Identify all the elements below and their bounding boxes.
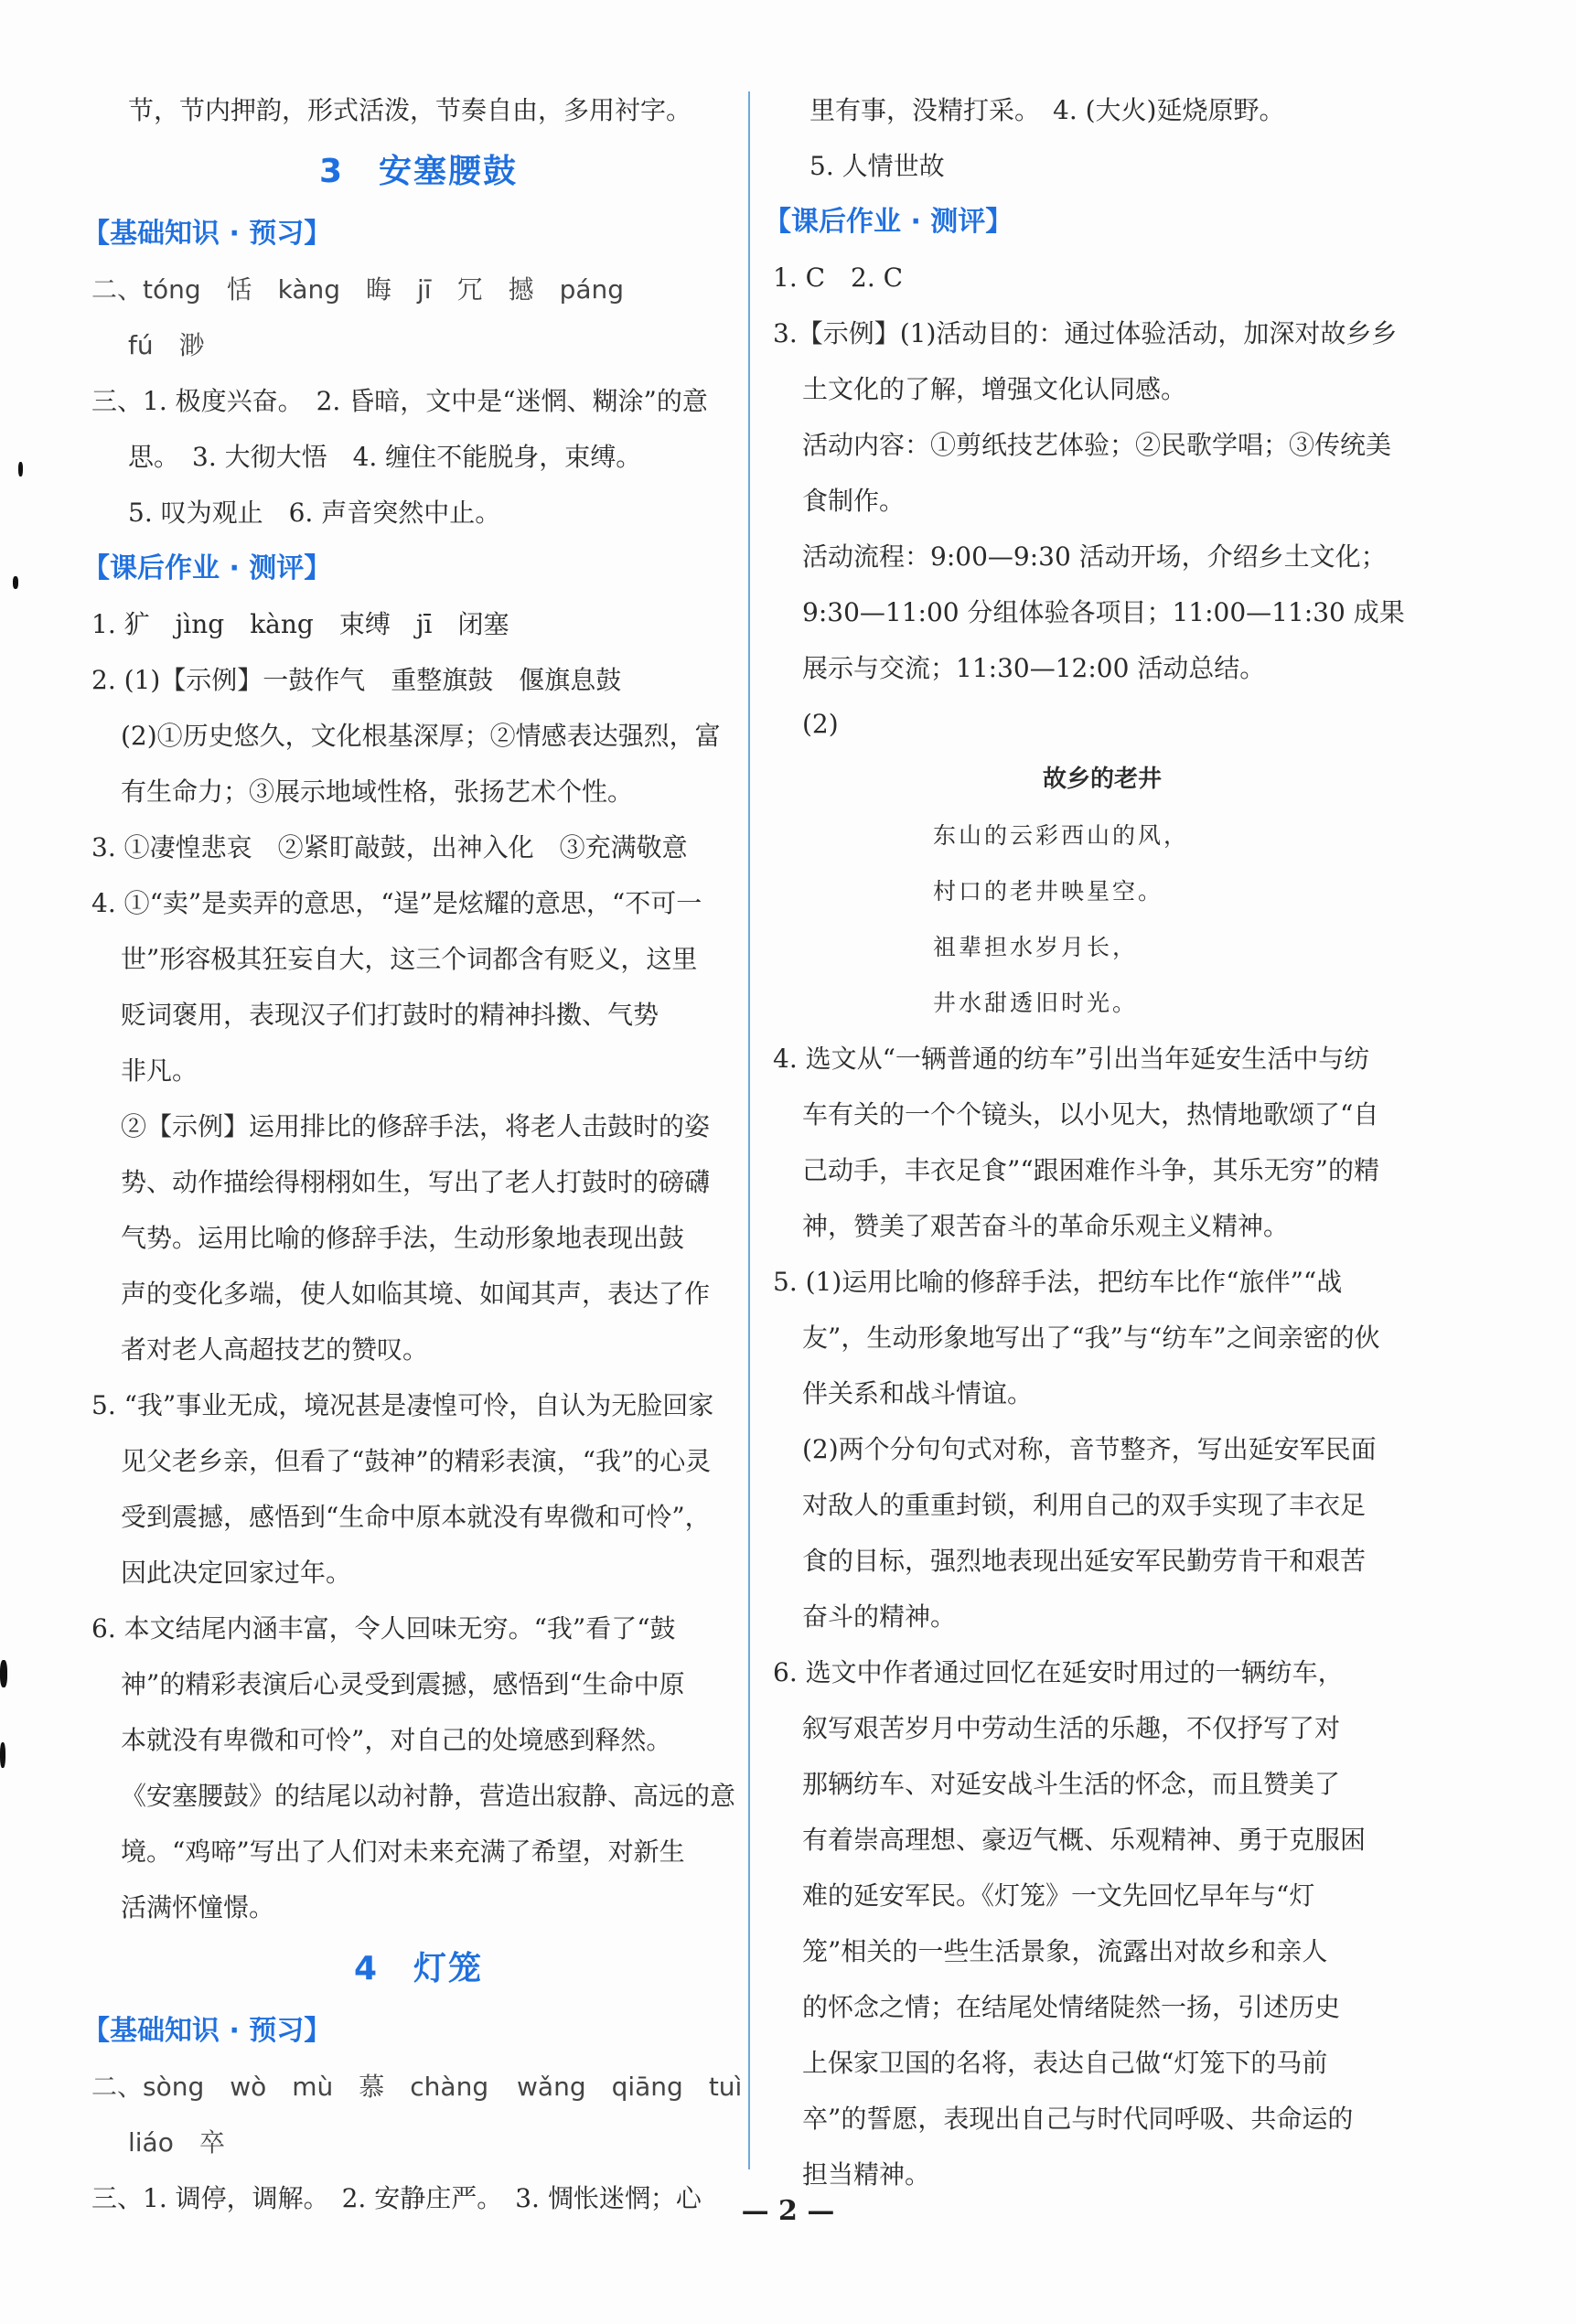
answer-line: 上保家卫国的名将，表达自己做“灯笼下的马前 bbox=[802, 2048, 1328, 2078]
answer-line: 1. C 2. C bbox=[773, 262, 904, 293]
answer-line: 《安塞腰鼓》的结尾以动衬静，营造出寂静、高远的意 bbox=[121, 1781, 736, 1811]
section-heading: 【基础知识 · 预习】 bbox=[82, 2015, 332, 2047]
answer-line: 5. (1)运用比喻的修辞手法，把纺车比作“旅伴”“战 bbox=[773, 1267, 1343, 1297]
answer-line: 活满怀憧憬。 bbox=[121, 1892, 275, 1922]
answer-line: 2. (1)【示例】一鼓作气 重整旗鼓 偃旗息鼓 bbox=[91, 665, 622, 695]
pinyin-answer-line: fú 渺 bbox=[128, 330, 205, 360]
poem-title: 故乡的老井 bbox=[1042, 766, 1162, 793]
scan-mark bbox=[0, 1660, 7, 1687]
section-heading: 【课后作业 · 测评】 bbox=[764, 206, 1013, 238]
column-divider bbox=[748, 91, 750, 2169]
poem-line: 村口的老井映星空。 bbox=[933, 878, 1164, 905]
answer-line: 者对老人高超技艺的赞叹。 bbox=[121, 1334, 429, 1365]
scan-mark bbox=[13, 576, 18, 589]
answer-line: 担当精神。 bbox=[802, 2159, 931, 2190]
answer-line: 食制作。 bbox=[802, 486, 906, 516]
answer-line: (2) bbox=[802, 709, 839, 739]
answer-line: 9:30—11:00 分组体验各项目；11:00—11:30 成果 bbox=[802, 597, 1405, 627]
answer-line: 友”，生动形象地写出了“我”与“纺车”之间亲密的伙 bbox=[802, 1323, 1380, 1353]
answer-line: 因此决定回家过年。 bbox=[121, 1558, 352, 1588]
page-number: — 2 — bbox=[741, 2195, 835, 2227]
scan-mark bbox=[18, 462, 23, 477]
answer-line: 贬词褒用，表现汉子们打鼓时的精神抖擞、气势 bbox=[121, 1000, 659, 1030]
scan-mark bbox=[0, 1742, 5, 1768]
pinyin-answer-line: 二、sòng wò mù 慕 chàng wǎng qiāng tuì bbox=[91, 2072, 743, 2102]
answer-line: 5. 叹为观止 6. 声音突然中止。 bbox=[128, 498, 501, 528]
answer-line: 世”形容极其狂妄自大，这三个词都含有贬义，这里 bbox=[121, 944, 698, 974]
answer-line: 见父老乡亲，但看了“鼓神”的精彩表演，“我”的心灵 bbox=[121, 1446, 712, 1476]
poem-line: 祖辈担水岁月长， bbox=[933, 934, 1139, 960]
answer-line: 三、1. 极度兴奋。 2. 昏暗，文中是“迷惘、糊涂”的意 bbox=[91, 386, 708, 416]
answer-line: (2)①历史悠久，文化根基深厚；②情感表达强烈，富 bbox=[121, 721, 721, 751]
answer-line: 6. 选文中作者通过回忆在延安时用过的一辆纺车， bbox=[773, 1657, 1344, 1687]
lesson-title: 3 安塞腰鼓 bbox=[318, 153, 519, 190]
answer-line: 奋斗的精神。 bbox=[802, 1601, 957, 1632]
answer-line: 伴关系和战斗情谊。 bbox=[802, 1378, 1034, 1408]
answer-line: 5. “我”事业无成，境况甚是凄惶可怜，自认为无脸回家 bbox=[91, 1390, 714, 1420]
section-heading: 【基础知识 · 预习】 bbox=[82, 218, 332, 250]
answer-line: 有生命力；③展示地域性格，张扬艺术个性。 bbox=[121, 776, 634, 807]
answer-line: 活动内容：①剪纸技艺体验；②民歌学唱；③传统美 bbox=[802, 430, 1392, 460]
right-column bbox=[764, 82, 1431, 2202]
answer-line: 那辆纺车、对延安战斗生活的怀念，而且赞美了 bbox=[802, 1769, 1341, 1799]
poem-line: 井水甜透旧时光。 bbox=[933, 990, 1139, 1016]
answer-line: 思。 3. 大彻大悟 4. 缠住不能脱身，束缚。 bbox=[128, 442, 642, 472]
answer-line: 里有事，没精打采。 4. (大火)延烧原野。 bbox=[809, 95, 1285, 125]
answer-line: 1. 犷 jìng kàng 束缚 jī 闭塞 bbox=[91, 609, 509, 639]
pinyin-answer-line: 二、tóng 恬 kàng 晦 jī 冗 撼 páng bbox=[91, 274, 625, 305]
answer-line: 声的变化多端，使人如临其境、如闻其声，表达了作 bbox=[121, 1279, 711, 1309]
answer-line: 卒”的誓愿，表现出自己与时代同呼吸、共命运的 bbox=[802, 2104, 1354, 2134]
answer-line: 气势。运用比喻的修辞手法，生动形象地表现出鼓 bbox=[121, 1223, 685, 1253]
answer-line: 3.【示例】(1)活动目的：通过体验活动，加深对故乡乡 bbox=[773, 318, 1398, 348]
answer-line: 对敌人的重重封锁，利用自己的双手实现了丰衣足 bbox=[802, 1490, 1367, 1520]
left-column bbox=[82, 82, 745, 2226]
answer-line: 3. ①凄惶悲哀 ②紧盯敲鼓，出神入化 ③充满敬意 bbox=[91, 832, 688, 862]
answer-line: 展示与交流；11:30—12:00 活动总结。 bbox=[802, 653, 1266, 683]
answer-line: 己动手，丰衣足食”“跟困难作斗争，其乐无穷”的精 bbox=[802, 1155, 1379, 1185]
answer-line: 5. 人情世故 bbox=[809, 151, 945, 181]
answer-line: ②【示例】运用排比的修辞手法，将老人击鼓时的姿 bbox=[121, 1111, 711, 1141]
answer-line: 车有关的一个个镜头，以小见大，热情地歌颂了“自 bbox=[802, 1099, 1379, 1130]
answer-line: 活动流程：9:00—9:30 活动开场，介绍乡土文化； bbox=[802, 541, 1387, 572]
answer-line: 食的目标，强烈地表现出延安军民勤劳肯干和艰苦 bbox=[802, 1546, 1367, 1576]
answer-line: 境。“鸡啼”写出了人们对未来充满了希望，对新生 bbox=[121, 1837, 685, 1867]
answer-line: 神”的精彩表演后心灵受到震撼，感悟到“生命中原 bbox=[121, 1669, 685, 1699]
answer-line: 非凡。 bbox=[121, 1055, 198, 1086]
answer-line: 笼”相关的一些生活景象，流露出对故乡和亲人 bbox=[802, 1936, 1328, 1966]
answer-line: 6. 本文结尾内涵丰富，令人回味无穷。“我”看了“鼓 bbox=[91, 1613, 676, 1644]
answer-line: (2)两个分句句式对称，音节整齐，写出延安军民面 bbox=[802, 1434, 1377, 1464]
answer-line: 的怀念之情；在结尾处情绪陡然一扬，引述历史 bbox=[802, 1992, 1341, 2022]
answer-line: 土文化的了解，增强文化认同感。 bbox=[802, 374, 1187, 404]
answer-line: 三、1. 调停，调解。 2. 安静庄严。 3. 惆怅迷惘；心 bbox=[91, 2183, 702, 2213]
answer-line: 受到震撼，感悟到“生命中原本就没有卑微和可怜”， bbox=[121, 1502, 711, 1532]
answer-line: 难的延安军民。《灯笼》一文先回忆早年与“灯 bbox=[802, 1880, 1315, 1911]
answer-line: 叙写艰苦岁月中劳动生活的乐趣，不仅抒写了对 bbox=[802, 1713, 1341, 1743]
answer-line: 神，赞美了艰苦奋斗的革命乐观主义精神。 bbox=[802, 1211, 1290, 1241]
answer-line: 势、动作描绘得栩栩如生，写出了老人打鼓时的磅礴 bbox=[121, 1167, 711, 1197]
pinyin-answer-line: liáo 卒 bbox=[128, 2127, 225, 2158]
answer-line: 有着崇高理想、豪迈气概、乐观精神、勇于克服困 bbox=[802, 1825, 1367, 1855]
answer-line: 节，节内押韵，形式活泼，节奏自由，多用衬字。 bbox=[128, 95, 692, 125]
section-heading: 【课后作业 · 测评】 bbox=[82, 552, 332, 584]
answer-line: 4. 选文从“一辆普通的纺车”引出当年延安生活中与纺 bbox=[773, 1044, 1370, 1074]
answer-line: 本就没有卑微和可怜”，对自己的处境感到释然。 bbox=[121, 1725, 672, 1755]
answer-line: 4. ①“卖”是卖弄的意思，“逞”是炫耀的意思，“不可一 bbox=[91, 888, 702, 918]
poem-line: 东山的云彩西山的风， bbox=[933, 822, 1190, 849]
lesson-title: 4 灯笼 bbox=[353, 1950, 484, 1987]
